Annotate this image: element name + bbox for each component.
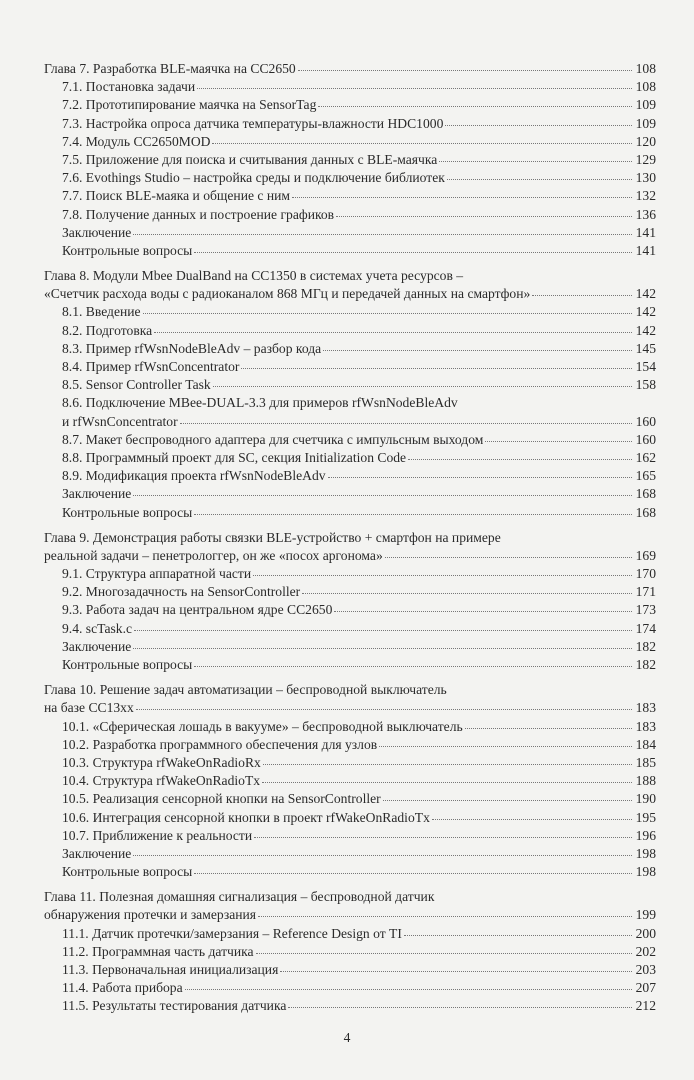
- toc-entry-title: 8.9. Модификация проекта rfWsnNodeBleAdv: [62, 468, 326, 484]
- toc-entry-title: 10.4. Структура rfWakeOnRadioTx: [62, 773, 261, 789]
- dot-leader: [133, 233, 632, 235]
- toc-entry-title: 10.1. «Сферическая лошадь в вакууме» – беспроводной выключатель: [62, 718, 463, 734]
- page-number: 4: [343, 1030, 351, 1045]
- toc-entry: [44, 863, 656, 881]
- dot-leader: [136, 708, 632, 710]
- dot-leader: [404, 934, 632, 936]
- toc-page-number: 130: [635, 170, 656, 186]
- toc-page-number: 195: [635, 809, 656, 825]
- toc-entry-title: 11.5. Результаты тестирования датчика: [62, 998, 287, 1014]
- toc-chapter-continuation: [44, 699, 656, 717]
- toc-entry: [44, 809, 656, 827]
- toc-entry-title: 10.7. Приближение к реальности: [62, 827, 253, 843]
- dot-leader: [133, 494, 632, 496]
- dot-leader: [447, 178, 632, 180]
- toc-page-number: 203: [635, 962, 656, 977]
- dot-leader: [241, 367, 632, 369]
- toc-page-number: 185: [635, 754, 656, 770]
- toc-entry: [44, 115, 656, 133]
- dot-leader: [379, 745, 632, 747]
- dot-leader: [213, 385, 632, 387]
- toc-page-number: 168: [635, 504, 656, 520]
- dot-leader: [180, 422, 632, 424]
- dot-leader: [485, 440, 632, 442]
- toc-entry-title: 11.1. Датчик протечки/замерзания – Reference Design от TI: [62, 925, 402, 941]
- dot-leader: [254, 836, 632, 838]
- dot-leader: [212, 142, 632, 144]
- toc-entry-title: Глава 11. Полезная домашняя сигнализация – беспроводной датчик: [44, 889, 435, 905]
- dot-leader: [194, 872, 632, 874]
- toc-entry-title: Глава 7. Разработка BLE-маячка на CC2650: [44, 61, 296, 76]
- toc-entry: [44, 790, 656, 808]
- toc-page-number: 190: [635, 791, 656, 807]
- toc-entry-title: на базе CC13xx: [44, 700, 134, 716]
- toc-entry-title: 7.5. Приложение для поиска и считывания данных с BLE-маячка: [62, 151, 438, 167]
- toc-entry: [44, 133, 656, 151]
- dot-leader: [532, 294, 632, 296]
- toc-page-number: 212: [635, 998, 656, 1014]
- toc-entry: [44, 718, 656, 736]
- toc-page-number: 136: [635, 206, 656, 222]
- toc-entry: [44, 78, 656, 96]
- toc-entry-title: Контрольные вопросы: [62, 504, 193, 520]
- dot-leader: [336, 215, 632, 217]
- dot-leader: [263, 763, 632, 765]
- dot-leader: [465, 727, 632, 729]
- toc-entry-title: и rfWsnConcentrator: [62, 413, 178, 429]
- toc-entry: [44, 187, 656, 205]
- toc-entry: [44, 169, 656, 187]
- toc-entry-title: 9.3. Работа задач на центральном ядре CC2650: [62, 602, 333, 618]
- dot-leader: [133, 854, 632, 856]
- toc-entry-title: реальной задачи – пенетрологгер, он же «посох аргонома»: [44, 547, 383, 563]
- toc-page-number: 142: [635, 286, 656, 302]
- toc-entry-title: «Счетчик расхода воды с радиоканалом 868 МГц и передачей данных на смартфон»: [44, 286, 531, 302]
- toc-entry-title: 11.4. Работа прибора: [62, 980, 183, 996]
- toc-entry-title: Глава 10. Решение задач автоматизации – беспроводной выключатель: [44, 682, 447, 698]
- toc-page-number: 200: [635, 925, 656, 941]
- toc-entry: [44, 736, 656, 754]
- dot-leader: [256, 952, 632, 954]
- toc-entry: [44, 997, 656, 1015]
- toc-page-number: 169: [635, 547, 656, 563]
- toc-entry-title: Заключение: [62, 845, 132, 861]
- toc-entry-title: Контрольные вопросы: [62, 657, 193, 672]
- toc-page-number: 170: [635, 566, 656, 582]
- dot-leader: [288, 1006, 632, 1008]
- toc-entry: [44, 358, 656, 376]
- toc-page-number: 129: [635, 151, 656, 167]
- toc-entry-title: обнаружения протечки и замерзания: [44, 907, 257, 923]
- toc-entry: [44, 242, 656, 260]
- dot-leader: [383, 799, 632, 801]
- dot-leader: [318, 105, 632, 107]
- toc-entry-title: Глава 9. Демонстрация работы связки BLE-устройство + смартфон на примере: [44, 529, 501, 545]
- dot-leader: [194, 251, 632, 253]
- toc-page-number: 173: [635, 602, 656, 618]
- toc-page-number: 198: [635, 864, 656, 880]
- toc-entry: [44, 620, 656, 638]
- toc-entry-title: 8.3. Пример rfWsnNodeBleAdv – разбор кода: [62, 340, 322, 356]
- dot-leader: [385, 556, 632, 558]
- toc-page-number: 196: [635, 827, 656, 843]
- toc-entry: [44, 925, 656, 943]
- toc-entry: [44, 224, 656, 242]
- toc-page-number: 141: [635, 242, 656, 258]
- toc-entry-title: 7.2. Прототипирование маячка на SensorTag: [62, 97, 317, 113]
- toc-entry-title: 7.3. Настройка опроса датчика температуры-влажности HDC1000: [62, 115, 444, 131]
- toc-entry: [44, 638, 656, 656]
- toc-page-number: 188: [635, 773, 656, 789]
- toc-page-number: 160: [635, 413, 656, 429]
- dot-leader: [334, 610, 632, 612]
- toc-page-number: 160: [635, 431, 656, 447]
- toc-page-number: 183: [635, 718, 656, 734]
- toc-page-number: 171: [635, 584, 656, 600]
- toc-entry-title: 8.4. Пример rfWsnConcentrator: [62, 359, 240, 374]
- toc-page-number: 182: [635, 638, 656, 654]
- toc-entry: [44, 322, 656, 340]
- toc-page-number: 142: [635, 322, 656, 338]
- toc-entry: [44, 827, 656, 845]
- toc-entry: [44, 485, 656, 503]
- dot-leader: [185, 988, 632, 990]
- toc-entry-title: Контрольные вопросы: [62, 242, 193, 258]
- toc-entry: [44, 151, 656, 169]
- toc-entry: [44, 340, 656, 358]
- toc-entry-title: 10.3. Структура rfWakeOnRadioRx: [62, 754, 261, 770]
- toc-page-number: 165: [635, 468, 656, 484]
- toc-chapter-continuation: [44, 906, 656, 924]
- toc-entry-title: Заключение: [62, 224, 132, 240]
- dot-leader: [280, 970, 632, 972]
- toc-entry-title: 9.4. scTask.c: [62, 620, 133, 636]
- toc-page-number: 109: [635, 115, 656, 131]
- dot-leader: [408, 458, 632, 460]
- dot-leader: [134, 629, 632, 631]
- toc-page-number: 120: [635, 133, 656, 149]
- dot-leader: [194, 513, 632, 515]
- toc-entry: [44, 467, 656, 485]
- toc-page-number: 168: [635, 486, 656, 502]
- dot-leader: [262, 781, 632, 783]
- toc-chapter-line: [44, 888, 656, 906]
- toc-entry-title: 7.7. Поиск BLE-маяка и общение с ним: [62, 188, 290, 204]
- dot-leader: [302, 592, 632, 594]
- toc-entry: [44, 303, 656, 321]
- dot-leader: [445, 124, 632, 126]
- toc-entry-title: 10.5. Реализация сенсорной кнопки на SensorController: [62, 791, 381, 807]
- toc-chapter-continuation: [44, 285, 656, 303]
- toc-entry: [44, 772, 656, 790]
- toc-entry-title: 10.6. Интеграция сенсорной кнопки в проект rfWakeOnRadioTx: [62, 809, 430, 825]
- toc-chapter-line: [44, 267, 656, 285]
- toc-chapter-continuation: [44, 547, 656, 565]
- dot-leader: [323, 349, 632, 351]
- dot-leader: [143, 312, 632, 314]
- toc-entry: [44, 565, 656, 583]
- table-of-contents: [44, 60, 656, 1016]
- toc-page-number: 145: [635, 340, 656, 356]
- dot-leader: [439, 160, 632, 162]
- toc-entry: [44, 583, 656, 601]
- toc-entry: [44, 845, 656, 863]
- dot-leader: [197, 87, 632, 89]
- toc-entry-title: 10.2. Разработка программного обеспечения для узлов: [62, 736, 378, 752]
- toc-entry: [44, 656, 656, 674]
- toc-entry-title: Заключение: [62, 638, 132, 654]
- toc-entry-title: 7.6. Evothings Studio – настройка среды и подключение библиотек: [62, 170, 445, 186]
- dot-leader: [292, 196, 632, 198]
- toc-page-number: 182: [635, 657, 656, 672]
- toc-chapter-line: [44, 681, 656, 699]
- toc-entry: [44, 376, 656, 394]
- toc-entry: [44, 504, 656, 522]
- toc-entry-title: 9.1. Структура аппаратной части: [62, 566, 252, 582]
- toc-entry: [44, 754, 656, 772]
- toc-entry-title: 8.5. Sensor Controller Task: [62, 377, 211, 393]
- dot-leader: [258, 915, 632, 917]
- dot-leader: [154, 331, 632, 333]
- toc-entry: [44, 431, 656, 449]
- toc-page-number: 158: [635, 377, 656, 393]
- toc-entry: [44, 979, 656, 997]
- toc-page-number: 109: [635, 97, 656, 113]
- toc-page-number: 142: [635, 304, 656, 320]
- dot-leader: [298, 69, 632, 71]
- toc-page-number: 207: [635, 980, 656, 996]
- toc-chapter-line: [44, 529, 656, 547]
- dot-leader: [432, 818, 632, 820]
- toc-entry: [44, 601, 656, 619]
- toc-entry-title: 8.6. Подключение MBee-DUAL-3.3 для примеров rfWsnNodeBleAdv: [62, 395, 458, 411]
- toc-page-number: 184: [635, 736, 656, 752]
- toc-entry-title: 8.1. Введение: [62, 304, 141, 320]
- dot-leader: [133, 647, 632, 649]
- toc-entry: [44, 206, 656, 224]
- toc-page-number: 108: [635, 79, 656, 95]
- dot-leader: [194, 665, 632, 667]
- dot-leader: [328, 476, 632, 478]
- toc-page-number: 183: [635, 700, 656, 716]
- toc-entry-title: 7.4. Модуль CC2650MOD: [62, 133, 211, 149]
- toc-entry-title: Контрольные вопросы: [62, 864, 193, 880]
- toc-entry-title: 7.8. Получение данных и построение графиков: [62, 206, 335, 222]
- toc-entry: [44, 449, 656, 467]
- toc-page-number: 174: [635, 620, 656, 636]
- toc-entry: [44, 96, 656, 114]
- toc-entry-title: 11.3. Первоначальная инициализация: [62, 962, 279, 977]
- toc-entry-title: 8.2. Подготовка: [62, 322, 153, 338]
- toc-page-number: 108: [635, 61, 656, 76]
- dot-leader: [253, 574, 632, 576]
- toc-page-number: 202: [635, 943, 656, 959]
- toc-page-number: 154: [635, 359, 656, 374]
- toc-entry-title: Заключение: [62, 486, 132, 502]
- toc-page-number: 162: [635, 449, 656, 465]
- toc-page-number: 141: [635, 224, 656, 240]
- toc-page-number: 199: [635, 907, 656, 923]
- toc-entry-title: 7.1. Постановка задачи: [62, 79, 196, 95]
- toc-page-number: 132: [635, 188, 656, 204]
- toc-entry-title: Глава 8. Модули Mbee DualBand на CC1350 в системах учета ресурсов –: [44, 268, 464, 284]
- toc-entry-title: 8.8. Программный проект для SC, секция Initialization Code: [62, 449, 407, 465]
- toc-chapter-line: [44, 60, 656, 78]
- toc-page-number: 198: [635, 845, 656, 861]
- toc-entry-title: 8.7. Макет беспроводного адаптера для счетчика с импульсным выходом: [62, 431, 484, 447]
- toc-entry-title: 9.2. Многозадачность на SensorController: [62, 584, 301, 600]
- toc-entry-title: 11.2. Программная часть датчика: [62, 943, 254, 959]
- toc-entry: [44, 943, 656, 961]
- toc-entry: [44, 413, 656, 431]
- toc-entry: [44, 394, 656, 412]
- toc-entry: [44, 961, 656, 979]
